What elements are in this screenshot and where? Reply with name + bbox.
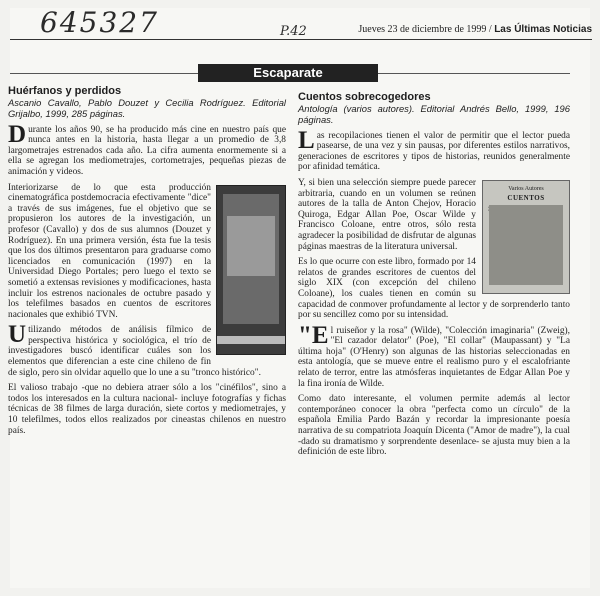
drop-cap: U [8, 321, 27, 349]
cover-strip [217, 336, 285, 344]
drop-cap: D [8, 120, 27, 148]
newspaper-name: Las Últimas Noticias [494, 24, 592, 35]
dateline [358, 24, 592, 35]
paragraph-text: as recopilaciones tienen el valor de permitir que el lector pueda pasearse, de una vez y sin pausas, por diferentes estilos narrativos, generaciones de escritores y tipos de historias, reunidos generalmente por afinidad temática. [298, 130, 570, 173]
article-paragraph: Es lo que ocurre con este libro, formado por 14 relatos de grandes escritores de cuentos del siglo XIX (con excepción del chileno Coloane), los cuales tienen en común su capacidad de conmover profundamente al lector y de sorprenderlo tanto por su sencillez como por su intensidad. [298, 257, 570, 321]
drop-cap: L [298, 126, 315, 154]
book-cover-image [216, 185, 286, 355]
section-title: Escaparate [198, 64, 378, 82]
header-rule [10, 39, 592, 40]
article-paragraph: Interiorizarse de lo que esta producción cinematográfica postdemocracia efectivamente "dice" a través de sus imágenes, fue el objetivo que se propusieron los autores de la investigación, un profesor (Cavallo) y dos de sus alumnos (Douzet y Rodríguez). En una primera versión, ésta fue la tesis que los dos últimos presentaron para graduarse como licenciados en comunicación (1997) en la Universidad Diego Portales; pero luego el texto se sometió a extensas revisiones y modificaciones, hasta incluir los estrenos nacionales de octubre pasado y los telefilmes basados en cuentos de escritores nacionales que exhibió TVN. [8, 182, 211, 320]
article-byline: Ascanio Cavallo, Pablo Douzet y Cecilia Rodríguez. Editorial Grijalbo, 1999, 285 páginas. [8, 96, 286, 119]
paragraph-text: tilizando métodos de análisis fílmico de perspectiva histórica y sociológica, el trío de investigadores buscó identificar cuáles son los elementos que diferencian a este cine chileno de fin de siglo, pero sin olvidar aquello que lo une a su "tronco histórico". [8, 325, 261, 378]
article-byline: Antología (varios autores). Editorial Andrés Bello, 1999, 196 páginas. [298, 102, 570, 125]
article-paragraph [8, 120, 286, 178]
article-cuentos [298, 92, 570, 463]
paragraph-text: urante los años 90, se ha producido más cine en nuestro país que nunca antes en la historia, hasta llegar a un promedio de 3,8 largometrajes estrenados cada año. La cifra aumenta enormemente si a ella se agregan los mediometrajes, cortometrajes, pequeñas piezas de animación y videos. [8, 124, 286, 177]
article-paragraph [298, 126, 570, 173]
article-title: Cuentos sobrecogedores [298, 91, 431, 103]
handwritten-archive-code: 645327 [40, 6, 159, 39]
cover-figure [227, 216, 275, 276]
article-huerfanos [8, 86, 286, 441]
handwritten-page-note: P.42 [280, 24, 307, 39]
article-title: Huérfanos y perdidos [8, 85, 122, 97]
paragraph-text: l ruiseñor y la rosa" (Wilde), "Colección imaginaria" (Zweig), "El cazador delator" (Poe), "El collar" (Maupassant) y "La última hoja" (O'Henry) son algunas de las historias seleccionadas en esta antología, que se mueve entre el realismo puro y el escalofriante relato de terror, entre las atmósferas inquietantes de Edgar Allan Poe y la fina ironía de Wilde. [298, 325, 570, 389]
article-paragraph: Como dato interesante, el volumen permite además al lector contemporáneo conocer la obra "perfecta como un círculo" de la española Emilia Pardo Bazán y recordar la impresionante poesía narrativa de su compatriota Joaquín Dicenta ("Amor de madre"), la cual -dado su dramatismo y sorprendente desenlace- se ajusta muy bien a la definición de este libro. [298, 394, 570, 458]
book-cover-image [482, 180, 570, 294]
cover-illustration [489, 205, 563, 285]
cover-title-text: CUENTOS [507, 193, 545, 202]
cover-author-text: Varios Autores [508, 185, 544, 192]
publication-date: Jueves 23 de diciembre de 1999 / [358, 24, 492, 35]
drop-cap: "E [298, 321, 329, 349]
article-paragraph [298, 321, 570, 390]
article-paragraph: El valioso trabajo -que no debiera atraer sólo a los "cinéfilos", sino a todos los interesados en la cultura nacional- incluye fotografías y fichas técnicas de 38 filmes de larga duración, siete cortos y mediometrajes, y 10 telefilmes, todos ellos realizados por cineastas chilenos en nuestro país. [8, 383, 286, 436]
article-paragraph: Y, si bien una selección siempre puede parecer arbitraria, cuando en un volumen se reúnen autores de la talla de Anton Chejov, Horacio Quiroga, Edgar Allan Poe, Oscar Wilde y Francisco Coloane, entre otros, sólo resta agradecer la posibilidad de disfrutar de algunas páginas maestras de la literatura universal. [298, 177, 476, 252]
